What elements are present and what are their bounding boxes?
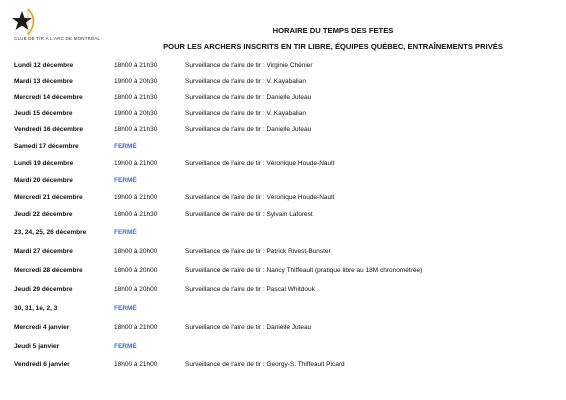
schedule-time: 18h00 à 21h30 (114, 126, 158, 133)
schedule-day: Mercredi 14 décembre (14, 94, 83, 101)
schedule-day: Samedi 17 décembre (14, 143, 79, 150)
schedule-time: 18h00 à 20h00 (114, 286, 158, 293)
supervisor-note: Surveillance de l'aire de tir : Virginie Chénier (185, 62, 313, 69)
schedule-day: Jeudi 15 décembre (14, 110, 73, 117)
schedule-time: 19h00 à 20h30 (114, 110, 158, 117)
supervisor-note: Surveillance de l'aire de tir : Danielle Juteau (185, 94, 312, 101)
schedule-time: 19h00 à 20h30 (114, 78, 158, 85)
supervisor-note: Surveillance de l'aire de tir : Nancy Thiffeault (pratique libre au 18M chronométrée) (185, 267, 423, 274)
supervisor-note: Surveillance de l'aire de tir : Véronique Houde-Nault (185, 194, 335, 201)
closed-label: FERMÉ (114, 229, 137, 236)
schedule-time: 19h00 à 21h00 (114, 194, 158, 201)
schedule-day: Vendredi 6 janvier (14, 361, 70, 368)
supervisor-note: Surveillance de l'aire de tir : Pascal Whitdouk (185, 286, 315, 293)
supervisor-note: Surveillance de l'aire de tir : Danielle Juteau (185, 126, 312, 133)
supervisor-note: Surveillance de l'aire de tir : Patrick Rivest-Bunster (185, 248, 331, 255)
closed-label: FERMÉ (114, 143, 137, 150)
schedule-day: Mercredi 21 décembre (14, 194, 83, 201)
closed-label: FERMÉ (114, 177, 137, 184)
schedule-day: Jeudi 29 décembre (14, 286, 73, 293)
schedule-day: Mardi 27 décembre (14, 248, 73, 255)
page-subtitle: POUR LES ARCHERS INSCRITS EN TIR LIBRE, ÉQUIPES QUÉBEC, ENTRAÎNEMENTS PRIVÉS (163, 42, 503, 51)
schedule-time: 18h00 à 21h30 (114, 94, 158, 101)
schedule-day: Jeudi 22 décembre (14, 211, 73, 218)
schedule-day: Mercredi 28 décembre (14, 267, 83, 274)
supervisor-note: Surveillance de l'aire de tir : V. Kayabalian (185, 78, 306, 85)
schedule-time: 18h00 à 21h30 (114, 211, 158, 218)
club-logo (8, 8, 108, 48)
supervisor-note: Surveillance de l'aire de tir : Véronique Houde-Nault (185, 160, 335, 167)
page-title: HORAIRE DU TEMPS DES FETES (272, 26, 394, 35)
schedule-time: 19h00 à 21h00 (114, 160, 158, 167)
schedule-day: Jeudi 5 janvier (14, 343, 60, 350)
schedule-day: 23, 24, 25, 26 décembre (14, 229, 87, 236)
schedule-time: 18h00 à 20h00 (114, 267, 158, 274)
schedule-time: 18h00 à 21h30 (114, 62, 158, 69)
schedule-day: Mardi 20 décembre (14, 177, 73, 184)
schedule-day: 30, 31, 1e, 2, 3 (14, 305, 58, 312)
schedule-day: Vendredi 16 décembre (14, 126, 84, 133)
logo-text: CLUB DE TIR À L'ARC DE MONTRÉAL (14, 36, 101, 41)
schedule-day: Lundi 19 décembre (14, 160, 74, 167)
supervisor-note: Surveillance de l'aire de tir : Danielle Juteau (185, 324, 312, 331)
schedule-day: Mercredi 4 janvier (14, 324, 70, 331)
closed-label: FERMÉ (114, 305, 137, 312)
supervisor-note: Surveillance de l'aire de tir : V. Kayabalian (185, 110, 306, 117)
supervisor-note: Surveillance de l'aire de tir : Georgy-S. Thiffeault Picard (185, 361, 345, 368)
archer-star-icon (8, 8, 48, 38)
schedule-day: Lundi 12 décembre (14, 62, 74, 69)
supervisor-note: Surveillance de l'aire de tir : Sylvain Laforest (185, 211, 313, 218)
schedule-time: 18h00 à 21h00 (114, 361, 158, 368)
schedule-time: 18h00 à 20h00 (114, 248, 158, 255)
closed-label: FERMÉ (114, 343, 137, 350)
schedule-day: Mardi 13 décembre (14, 78, 73, 85)
schedule-time: 18h00 à 21h00 (114, 324, 158, 331)
